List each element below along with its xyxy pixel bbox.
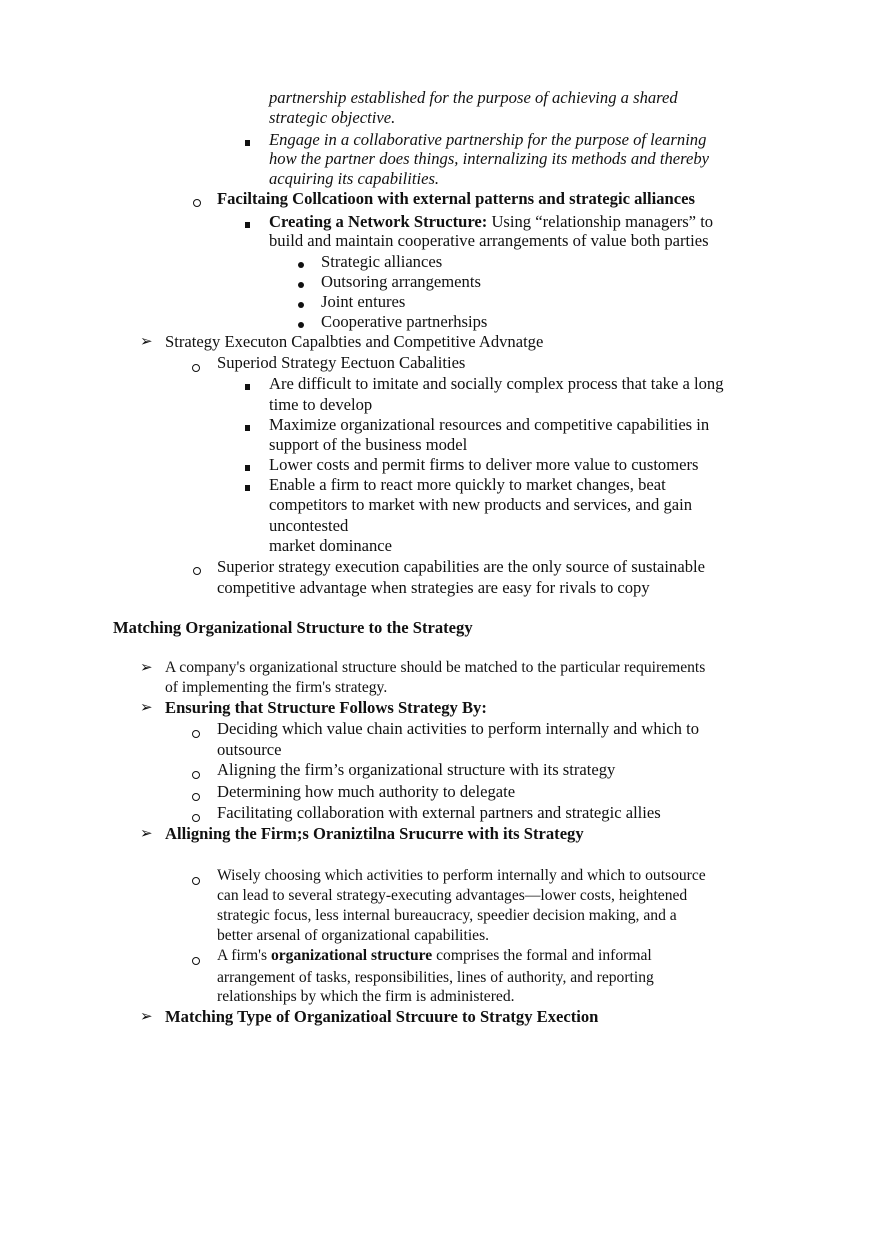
text-line: Maximize organizational resources and competitive capabilities in: [269, 415, 710, 434]
firm-pre: A firm's: [217, 947, 271, 964]
circle-bullet-icon: [192, 957, 200, 965]
text-line: competitors to market with new products and services, and gain: [269, 495, 693, 514]
text-line: Are difficult to imitate and socially complex process that take a long: [269, 374, 724, 393]
arrow-bullet-icon: ➢: [140, 700, 153, 716]
bullet-icon: [298, 322, 304, 328]
bullet-icon: [298, 262, 304, 268]
circle-bullet-icon: [192, 730, 200, 738]
circle-bullet-icon: [192, 814, 200, 822]
list-item: outsource: [217, 740, 282, 759]
text-line: acquiring its capabilities.: [269, 169, 440, 188]
text-line: Superior strategy execution capabilities are the only source of sustainable: [217, 557, 705, 576]
square-bullet-icon: [245, 425, 250, 431]
page-title: Matching Organizational Structure to the Strategy: [113, 618, 473, 637]
square-bullet-icon: [245, 140, 250, 146]
square-bullet-icon: [245, 384, 250, 390]
list-item: Deciding which value chain activities to perform internally and which to: [217, 719, 699, 738]
circle-bullet-icon: [192, 877, 200, 885]
text-line: relationships by which the firm is administered.: [217, 988, 515, 1005]
text-line: of implementing the firm's strategy.: [165, 679, 388, 696]
arrow-bullet-icon: ➢: [140, 660, 153, 676]
text-line: strategic focus, less internal bureaucracy, speedier decision making, and a: [217, 907, 677, 924]
text-line: support of the business model: [269, 435, 468, 454]
section-heading: Strategy Executon Capalbties and Competitive Advnatge: [165, 332, 544, 351]
arrow-bullet-icon: ➢: [140, 1009, 153, 1025]
text-line: strategic objective.: [269, 108, 396, 127]
square-bullet-icon: [245, 485, 250, 491]
text-line: market dominance: [269, 536, 393, 555]
text-line: can lead to several strategy-executing advantages—lower costs, heightened: [217, 887, 688, 904]
text-line: Wisely choosing which activities to perform internally and which to outsource: [217, 867, 706, 884]
arrow-bullet-icon: ➢: [140, 334, 153, 350]
network-line: [269, 212, 713, 232]
square-bullet-icon: [245, 222, 250, 228]
network-rest: Using “relationship managers” to: [487, 212, 714, 231]
section-heading: Ensuring that Structure Follows Strategy By:: [165, 698, 487, 717]
text-line: time to develop: [269, 395, 373, 414]
section-heading: Matching Type of Organizatioal Strcuure to Stratgy Exection: [165, 1007, 599, 1026]
text-line: Lower costs and permit firms to deliver more value to customers: [269, 455, 699, 474]
text-line: build and maintain cooperative arrangements of value both parties: [269, 231, 709, 250]
text-line: A company's organizational structure should be matched to the particular requirements: [165, 659, 706, 676]
bullet-icon: [298, 282, 304, 288]
square-bullet-icon: [245, 465, 250, 471]
circle-bullet-icon: [193, 199, 201, 207]
circle-bullet-icon: [192, 364, 200, 372]
arrow-bullet-icon: ➢: [140, 826, 153, 842]
network-bold: Creating a Network Structure:: [269, 212, 488, 231]
circle-bullet-icon: [192, 771, 200, 779]
list-item: Facilitating collaboration with external partners and strategic allies: [217, 803, 661, 822]
text-line: partnership established for the purpose of achieving a shared: [269, 88, 678, 107]
sub-heading: Superiod Strategy Eectuon Cabalities: [217, 353, 466, 372]
list-item: Determining how much authority to delegate: [217, 782, 516, 801]
circle-bullet-icon: [192, 793, 200, 801]
text-line: competitive advantage when strategies are easy for rivals to copy: [217, 578, 650, 597]
text-line: uncontested: [269, 516, 349, 535]
facilitating-heading: Faciltaing Collcatioon with external patterns and strategic alliances: [217, 189, 695, 208]
firm-bold: organizational structure: [270, 947, 433, 964]
circle-bullet-icon: [193, 567, 201, 575]
text-line: how the partner does things, internalizing its methods and thereby: [269, 149, 710, 168]
text-line: better arsenal of organizational capabilities.: [217, 927, 490, 944]
bullet-icon: [298, 302, 304, 308]
list-item: Strategic alliances: [321, 252, 443, 271]
section-heading: Alligning the Firm;s Oraniztilna Srucurre with its Strategy: [165, 824, 584, 843]
list-item: Aligning the firm’s organizational structure with its strategy: [217, 760, 616, 779]
text-line: arrangement of tasks, responsibilities, lines of authority, and reporting: [217, 969, 654, 986]
list-item: Outsoring arrangements: [321, 272, 481, 291]
text-line: Engage in a collaborative partnership for the purpose of learning: [269, 130, 707, 149]
text-line: Enable a firm to react more quickly to market changes, beat: [269, 475, 666, 494]
firm-line: [217, 946, 652, 966]
firm-post: comprises the formal and informal: [432, 947, 652, 964]
list-item: Joint entures: [321, 292, 406, 311]
list-item: Cooperative partnerhsips: [321, 312, 488, 331]
